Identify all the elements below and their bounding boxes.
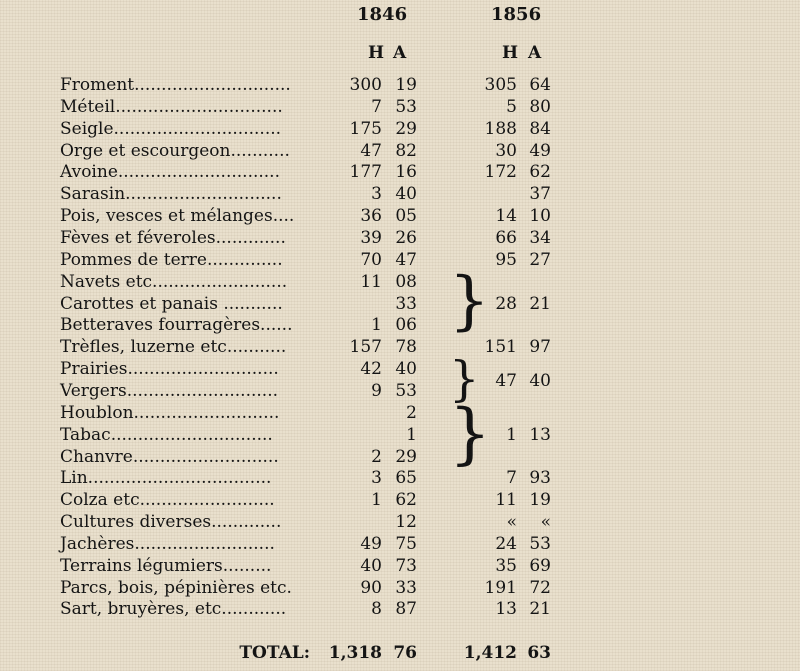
total-h1856: 1,412 — [463, 643, 517, 663]
cell-a1846: 12 — [395, 512, 417, 532]
cell-a1846: 53 — [395, 96, 417, 117]
cell-h1856: 35 — [495, 555, 517, 576]
cell-a1846: 33 — [395, 577, 417, 598]
row-label: Chanvre........................... — [60, 446, 279, 467]
cell-h1846: 49 — [360, 533, 382, 554]
row-label: Colza etc......................... — [60, 490, 275, 511]
table-row — [0, 511, 800, 533]
table-row — [0, 161, 800, 183]
cell-a1846: 33 — [395, 293, 417, 314]
row-label: Parcs, bois, pépinières etc. — [60, 577, 292, 598]
cell-a1856: 13 — [529, 424, 551, 445]
cell-a1856: 84 — [529, 118, 551, 139]
ares-header-1846: A — [393, 43, 407, 63]
table-row — [0, 577, 800, 599]
row-label: Navets etc......................... — [60, 271, 288, 292]
row-label: Houblon........................... — [60, 402, 280, 423]
hectares-header-1856: H — [502, 43, 519, 63]
row-label: Fèves et féveroles............. — [60, 228, 286, 248]
total-a1856: 63 — [527, 643, 551, 663]
cell-h1846: 2 — [371, 446, 382, 467]
cell-a1846: 40 — [395, 359, 417, 380]
cell-h1846: 177 — [349, 162, 382, 183]
table-row — [0, 336, 800, 358]
cell-a1846: 1 — [406, 424, 417, 445]
cell-a1856: 19 — [529, 490, 551, 511]
row-label: Seigle............................... — [60, 118, 282, 139]
cell-h1846: 47 — [360, 140, 382, 161]
cell-a1856: 40 — [529, 371, 551, 391]
brace-houblon-chanvre: } — [449, 395, 491, 472]
cell-h1846: 9 — [371, 380, 382, 401]
cell-h1846: 3 — [371, 184, 382, 205]
total-a1846: 76 — [393, 643, 417, 663]
row-label: Cultures diverses............. — [60, 512, 282, 532]
cell-h1846: 36 — [360, 206, 382, 227]
cell-h1846: 1 — [371, 490, 382, 511]
cell-h1846: 39 — [360, 228, 382, 248]
cell-a1856: 93 — [529, 468, 551, 489]
row-label: Sarasin............................. — [60, 184, 282, 205]
cell-a1846: 05 — [395, 206, 417, 227]
row-label: Méteil............................... — [60, 96, 283, 117]
cell-a1856: 34 — [529, 228, 551, 248]
cell-a1846: 47 — [395, 249, 417, 270]
cell-h1846: 70 — [360, 249, 382, 270]
cell-h1846: 175 — [349, 118, 382, 139]
cell-a1856: 27 — [529, 249, 551, 270]
table-row — [0, 598, 800, 620]
cell-h1856: 188 — [484, 118, 517, 139]
cell-h1856: 5 — [506, 96, 517, 117]
cell-h1856: 1 — [506, 424, 517, 445]
table-row — [0, 446, 800, 468]
cell-h1856: « — [506, 512, 517, 532]
cell-a1856: 64 — [529, 75, 551, 95]
cell-a1846: 40 — [395, 184, 417, 205]
cell-h1846: 300 — [349, 75, 382, 95]
table-row — [0, 293, 800, 315]
cell-h1856: 95 — [495, 249, 517, 270]
cell-h1846: 40 — [360, 555, 382, 576]
table-row — [0, 249, 800, 271]
grouped-value-prairies-vergers — [0, 370, 800, 392]
table-row — [0, 402, 800, 424]
cell-h1856: 30 — [495, 140, 517, 161]
row-label: Terrains légumiers......... — [60, 555, 272, 576]
cell-h1846: 42 — [360, 359, 382, 380]
cell-a1846: 16 — [395, 162, 417, 183]
row-label: Orge et escourgeon........... — [60, 140, 290, 161]
cell-a1856: 37 — [529, 184, 551, 205]
total-label: TOTAL: — [239, 643, 310, 663]
table-row — [0, 118, 800, 140]
row-label: Jachères.......................... — [60, 533, 275, 554]
cell-a1846: 2 — [406, 402, 417, 423]
row-label: Avoine.............................. — [60, 162, 280, 183]
cell-a1856: 49 — [529, 140, 551, 161]
table-row — [0, 424, 800, 446]
table-row — [0, 271, 800, 293]
table-row — [0, 227, 800, 249]
cell-a1846: 53 — [395, 380, 417, 401]
cell-a1846: 06 — [395, 315, 417, 336]
row-label: Froment............................. — [60, 75, 291, 95]
table-row — [0, 205, 800, 227]
total-row — [0, 641, 800, 665]
year-1846-header: 1846 — [357, 4, 408, 25]
year-1856-header: 1856 — [491, 4, 542, 25]
cell-a1856: 97 — [529, 337, 551, 358]
cell-h1856: 172 — [484, 162, 517, 183]
row-label: Pommes de terre.............. — [60, 249, 283, 270]
cell-h1856: 47 — [495, 371, 517, 391]
cell-a1856: 62 — [529, 162, 551, 183]
ares-header-1856: A — [528, 43, 542, 63]
table-row — [0, 467, 800, 489]
cell-a1846: 08 — [395, 271, 417, 292]
table-row — [0, 183, 800, 205]
cell-a1856: « — [540, 512, 551, 532]
cell-a1846: 26 — [395, 228, 417, 248]
cell-a1846: 19 — [395, 75, 417, 95]
row-label: Pois, vesces et mélanges.... — [60, 206, 295, 227]
total-h1846: 1,318 — [328, 643, 382, 663]
cell-h1846: 7 — [371, 96, 382, 117]
cell-h1856: 7 — [506, 468, 517, 489]
row-label: Betteraves fourragères...... — [60, 315, 293, 336]
table-row — [0, 314, 800, 336]
cell-h1856: 14 — [495, 206, 517, 227]
cell-a1846: 87 — [395, 599, 417, 620]
row-label: Trèfles, luzerne etc........... — [60, 337, 287, 358]
cell-h1856: 13 — [495, 599, 517, 620]
cell-h1856: 305 — [484, 75, 517, 95]
cell-h1856: 191 — [484, 577, 517, 598]
row-label: Lin.................................. — [60, 468, 272, 489]
table-row — [0, 533, 800, 555]
cell-h1846: 8 — [371, 599, 382, 620]
cell-a1846: 29 — [395, 118, 417, 139]
cell-a1856: 21 — [529, 599, 551, 620]
row-label: Prairies............................ — [60, 359, 279, 380]
cell-a1856: 80 — [529, 96, 551, 117]
cell-h1856: 24 — [495, 533, 517, 554]
cell-a1846: 73 — [395, 555, 417, 576]
cell-a1846: 82 — [395, 140, 417, 161]
row-label: Tabac.............................. — [60, 424, 273, 445]
cell-a1846: 65 — [395, 468, 417, 489]
cell-h1846: 3 — [371, 468, 382, 489]
cell-h1846: 157 — [349, 337, 382, 358]
cell-a1856: 21 — [529, 293, 551, 314]
cell-a1846: 62 — [395, 490, 417, 511]
cell-a1856: 72 — [529, 577, 551, 598]
cell-a1856: 53 — [529, 533, 551, 554]
cell-a1856: 10 — [529, 206, 551, 227]
row-label: Carottes et panais ........... — [60, 293, 283, 314]
cell-h1846: 11 — [360, 271, 382, 292]
brace-prairies-vergers: } — [449, 351, 480, 407]
hectares-header-1846: H — [368, 43, 385, 63]
cell-h1846: 1 — [371, 315, 382, 336]
cell-h1856: 11 — [495, 490, 517, 511]
row-label: Vergers............................ — [60, 380, 279, 401]
table-row — [0, 489, 800, 511]
row-label: Sart, bruyères, etc............ — [60, 599, 287, 620]
table-row — [0, 96, 800, 118]
table-row — [0, 74, 800, 96]
brace-navets-betteraves: } — [449, 264, 490, 338]
cell-a1856: 69 — [529, 555, 551, 576]
cell-h1856: 66 — [495, 228, 517, 248]
cell-a1846: 29 — [395, 446, 417, 467]
cell-a1846: 75 — [395, 533, 417, 554]
table-row — [0, 140, 800, 162]
cell-a1846: 78 — [395, 337, 417, 358]
cell-h1856: 151 — [484, 337, 517, 358]
table-row — [0, 555, 800, 577]
cell-h1846: 90 — [360, 577, 382, 598]
cell-h1856: 28 — [495, 293, 517, 314]
